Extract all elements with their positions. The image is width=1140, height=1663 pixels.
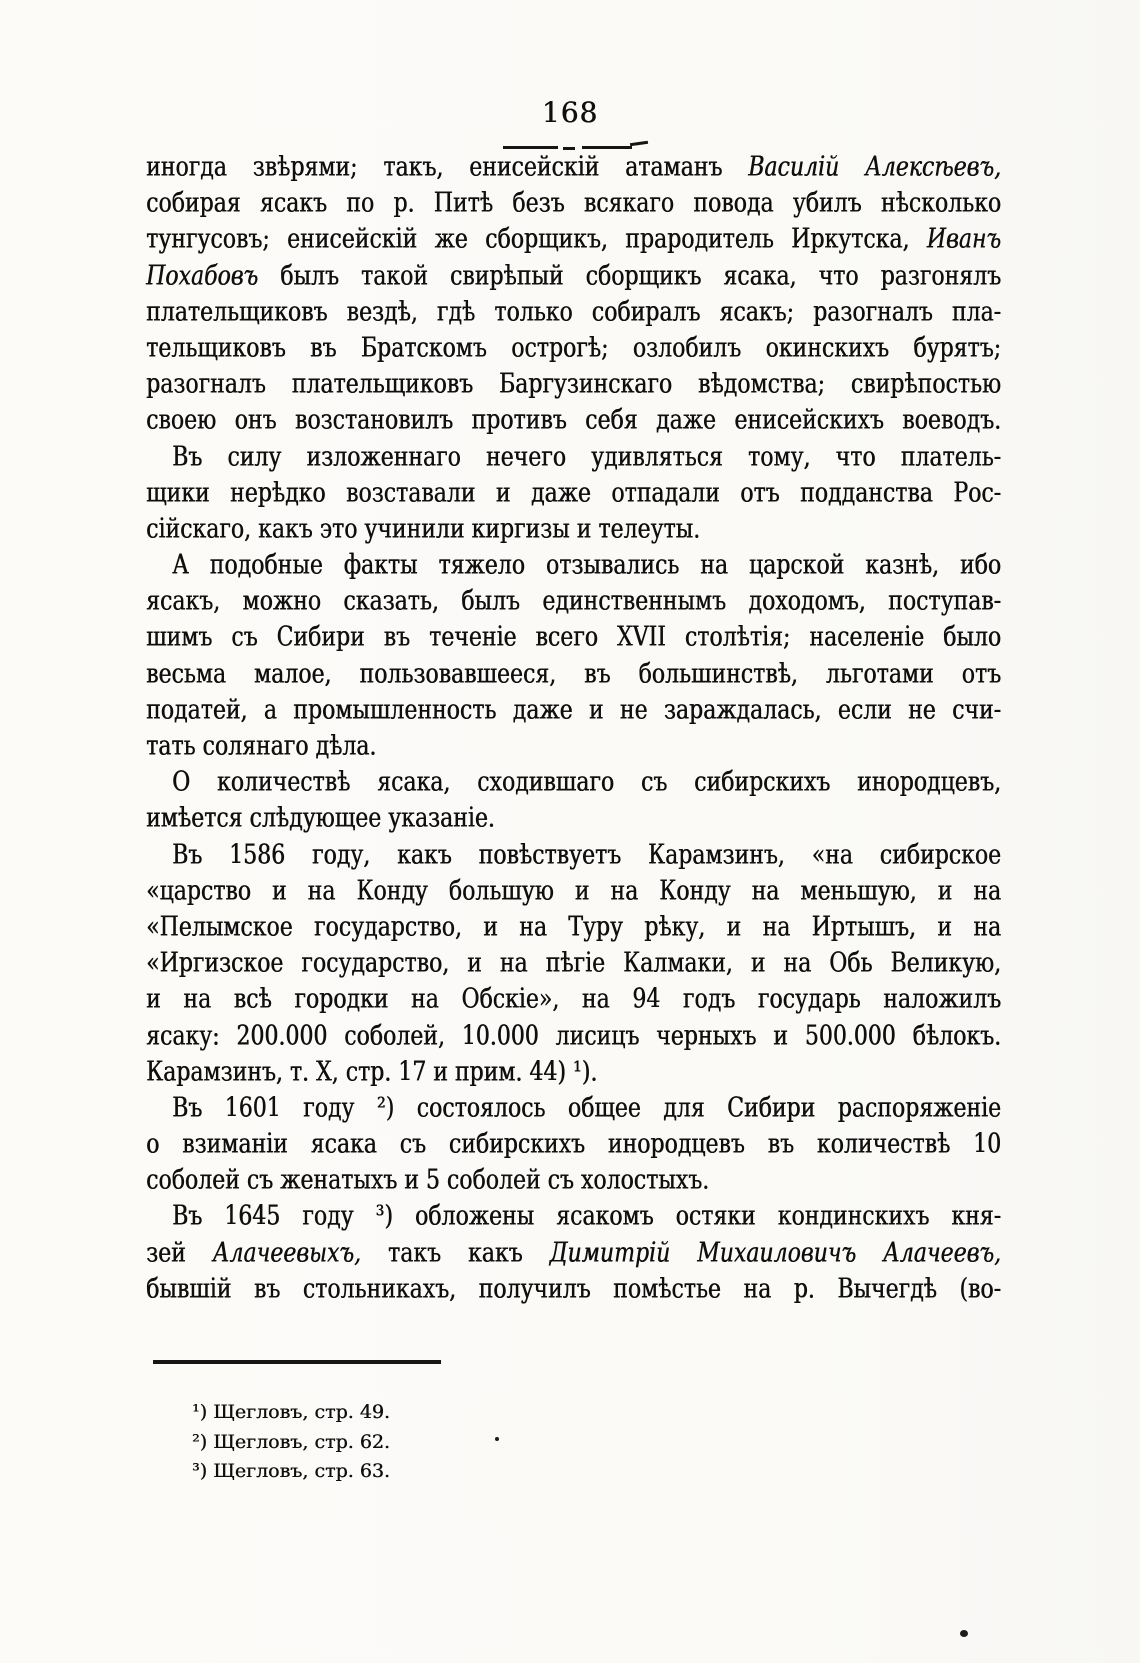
text-segment: Въ 1601 году ²) состоялось общее для Сибири распоряженіе	[172, 1092, 1001, 1124]
italic-text-segment: Алачеевыхъ,	[212, 1237, 361, 1269]
italic-text-segment: Иванъ	[926, 224, 1001, 255]
footnote-line: ¹) Щегловъ, стр. 49.	[192, 1401, 390, 1423]
text-segment: зей	[146, 1237, 213, 1269]
body-text	[146, 150, 1001, 1308]
text-segment: Въ 1586 году, какъ повѣствуетъ Карамзинъ, «на сибирское	[172, 839, 1001, 871]
text-segment: былъ такой свирѣпый сборщикъ ясака, что разгонялъ	[258, 260, 1001, 292]
text-segment: разогналъ плательщиковъ Баргузинскаго вѣдомства; свирѣпостью	[146, 369, 1001, 400]
text-segment: податей, а промышленность даже и не зараждалась, если не счи-	[146, 694, 1001, 726]
footnotes	[192, 1398, 692, 1487]
text-segment: собирая ясакъ по р. Питѣ безъ всякаго повода убилъ нѣсколько	[146, 188, 1001, 219]
page-number: 168	[541, 96, 599, 129]
text-segment: Карамзинъ, т. X, стр. 17 и прим. 44) ¹).	[146, 1056, 598, 1088]
text-segment: иногда звѣрями; такъ, енисейскій атаманъ	[146, 152, 749, 183]
text-segment: тунгусовъ; енисейскій же сборщикъ, прародитель Иркутска,	[146, 224, 927, 255]
text-segment: бывшій въ стольникахъ, получилъ помѣстье на р. Вычегдѣ (во-	[146, 1273, 1001, 1305]
text-segment: Въ силу изложеннаго нечего удивляться тому, что платель-	[172, 441, 1001, 473]
italic-text-segment: Похабовъ	[146, 260, 259, 292]
text-segment: ясаку: 200.000 соболей, 10.000 лисицъ черныхъ и 500.000 бѣлокъ.	[146, 1020, 1001, 1052]
italic-text-segment: Димитрій Михаиловичъ Алачеевъ,	[549, 1237, 1001, 1269]
text-segment: соболей съ женатыхъ и 5 соболей съ холостыхъ.	[146, 1165, 710, 1196]
text-segment: тать солянаго дѣла.	[146, 731, 377, 762]
ink-speck	[495, 1437, 499, 1441]
text-segment: плательщиковъ вездѣ, гдѣ только собиралъ ясакъ; разогналъ пла-	[146, 296, 1001, 328]
text-segment: О количествѣ ясака, сходившаго съ сибирскихъ инородцевъ,	[172, 767, 1001, 798]
text-segment: и на всѣ городки на Обскіе», на 94 годъ государь наложилъ	[146, 984, 1001, 1015]
italic-text-segment: Василій Алексѣевъ,	[748, 152, 1001, 183]
text-segment: А подобные факты тяжело отзывались на царской казнѣ, ибо	[172, 550, 1001, 581]
text-segment: тельщиковъ въ Братскомъ острогѣ; озлобилъ окинскихъ бурятъ;	[146, 333, 1001, 364]
text-segment: шимъ съ Сибири въ теченіе всего XVII столѣтія; населеніе было	[146, 622, 1001, 654]
text-segment: сійскаго, какъ это учинили киргизы и телеуты.	[146, 513, 701, 545]
footnote-separator	[153, 1360, 441, 1364]
ink-speck	[960, 1630, 968, 1637]
text-segment: «царство и на Конду большую и на Конду на меньшую, и на	[146, 875, 1001, 907]
text-segment: о взиманіи ясака съ сибирскихъ инородцевъ въ количествѣ 10	[146, 1129, 1001, 1160]
text-segment: такъ какъ	[360, 1237, 550, 1269]
text-line	[146, 1268, 1001, 1312]
text-segment: ясакъ, можно сказать, былъ единственнымъ доходомъ, поступав-	[146, 586, 1001, 617]
text-segment: «Пелымское государство, и на Туру рѣку, и на Иртышъ, и на	[146, 912, 1001, 943]
text-segment: Въ 1645 году ³) обложены ясакомъ остяки кондинскихъ кня-	[172, 1201, 1001, 1233]
text-segment: «Иргизское государство, и на пѣгіе Калмаки, и на Обь Великую,	[146, 948, 1001, 979]
text-segment: щики нерѣдко возставали и даже отпадали отъ подданства Рос-	[146, 477, 1001, 509]
footnote-line: ³) Щегловъ, стр. 63.	[192, 1460, 390, 1482]
text-segment: имѣется слѣдующее указаніе.	[146, 803, 495, 834]
text-segment: своею онъ возстановилъ противъ себя даже енисейскихъ воеводъ.	[146, 405, 1001, 436]
footnote-line: ²) Щегловъ, стр. 62.	[192, 1430, 390, 1453]
text-segment: весьма малое, пользовавшееся, въ большинствѣ, льготами отъ	[146, 658, 1001, 690]
